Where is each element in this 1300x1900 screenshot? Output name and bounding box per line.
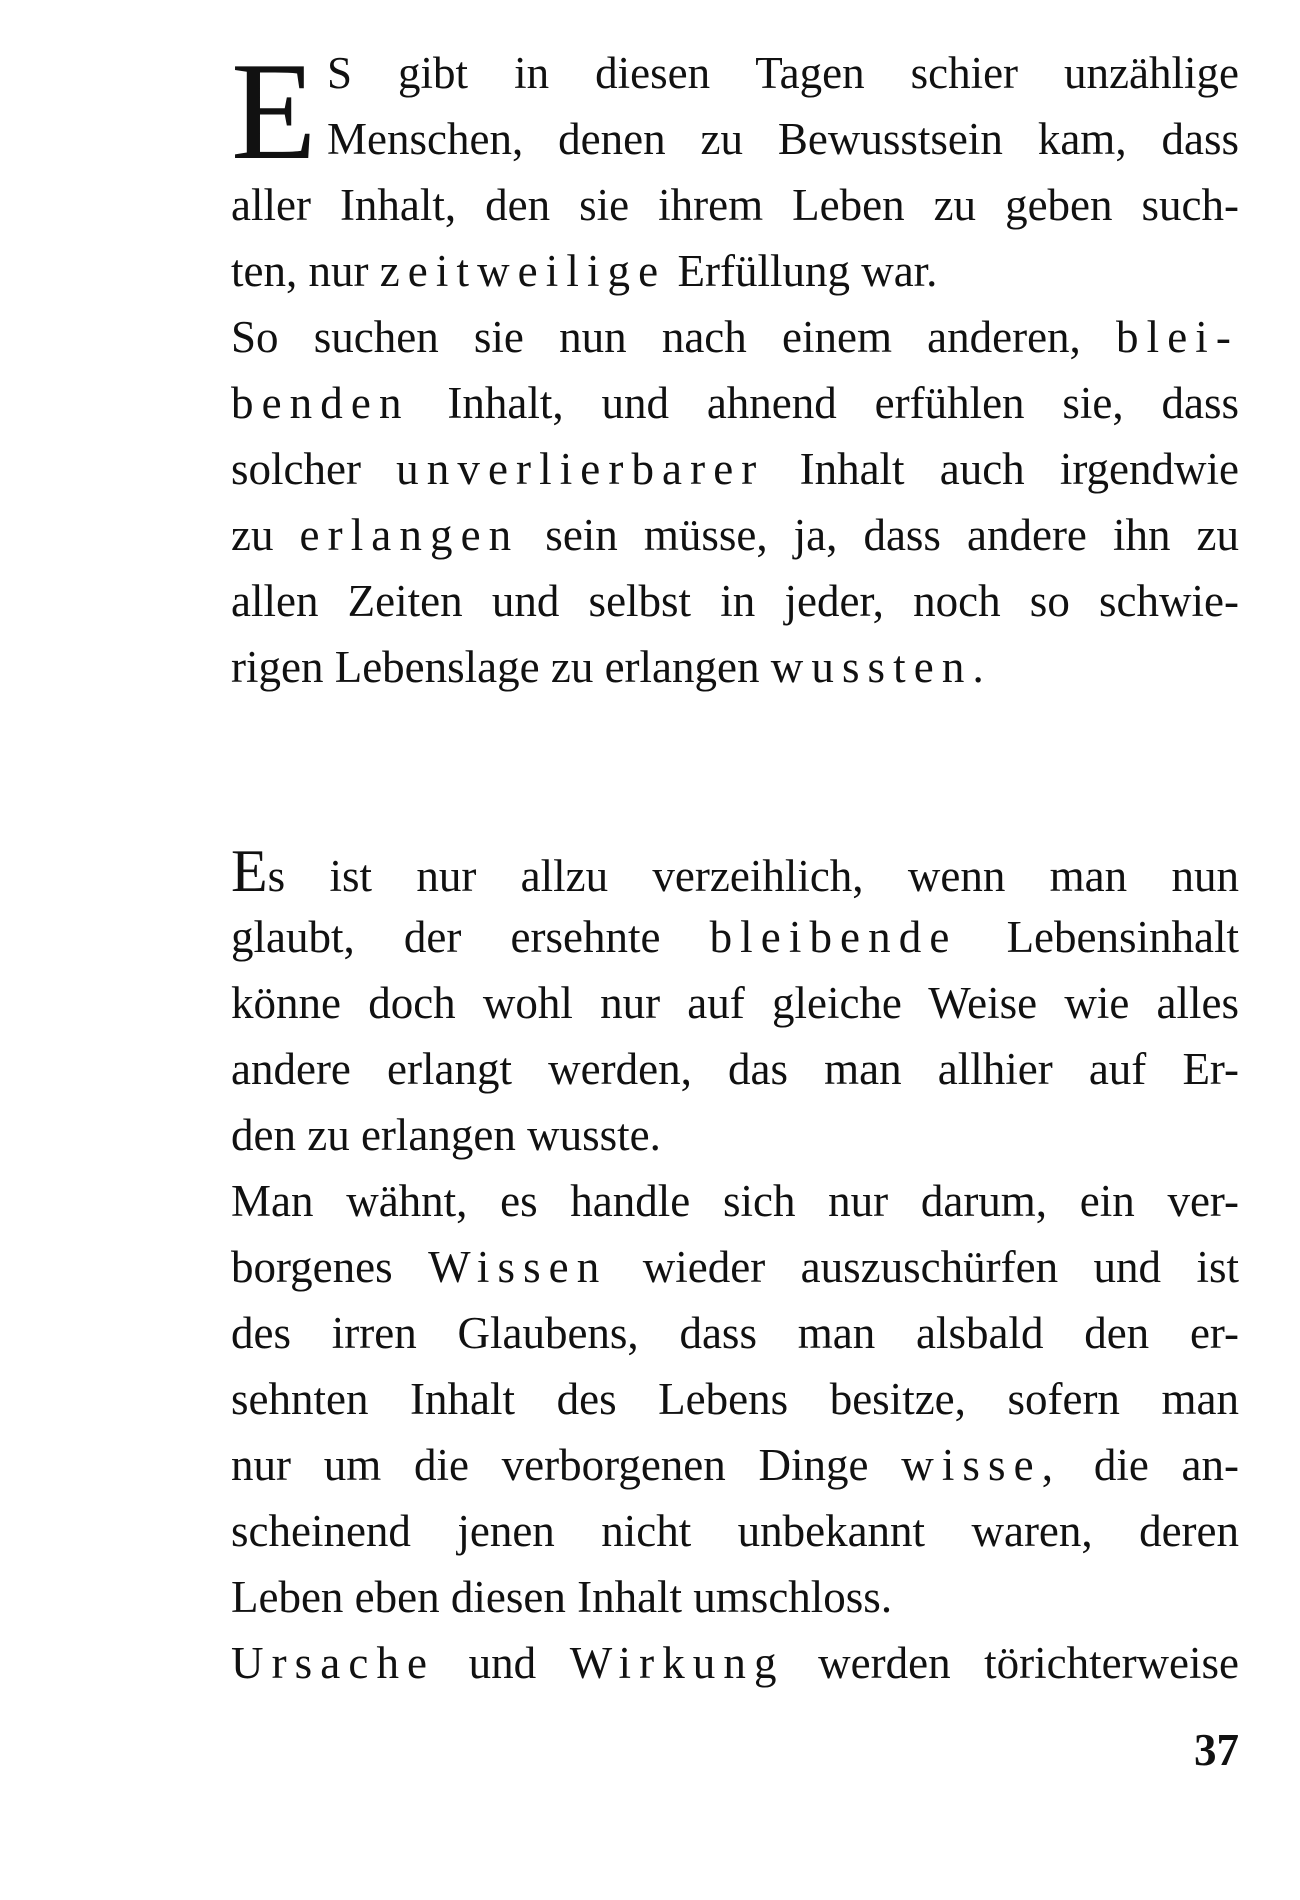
paragraph-2-line-9 [231,1366,1239,1432]
spaced-emphasis: zeitweilige [379,246,667,296]
paragraph-1-line-10 [231,634,1239,700]
line-text: Man wähnt, es handle sich nur darum, ein ver- [231,1176,1239,1226]
spaced-emphasis: bleibende [709,912,958,962]
paragraph-2-line-10 [231,1432,1239,1498]
line-text: s ist nur allzu verzeihlich, wenn man nun [267,851,1239,901]
line-text: rigen Lebenslage zu erlangen [231,642,771,692]
line-text: borgenes [231,1242,429,1292]
spaced-emphasis: Wirkung [569,1638,785,1688]
line-text: scheinend jenen nicht unbekannt waren, deren [231,1506,1239,1556]
paragraph-2-line-12 [231,1564,1239,1630]
line-text: Inhalt auch irgendwie [764,444,1239,494]
paragraph-1-line-6 [231,370,1239,436]
line-text: Inhalt, und ahnend erfühlen sie, dass [409,378,1239,428]
line-text: könne doch wohl nur auf gleiche Weise wie alles [231,978,1239,1028]
line-text: ten, nur [231,246,380,296]
paragraph-2-line-7 [231,1234,1239,1300]
line-text: des irren Glaubens, dass man alsbald den er- [231,1308,1239,1358]
line-text: Erfüllung war. [666,246,938,296]
paragraph-2-line-4 [231,1036,1239,1102]
paragraph-1-line-3 [231,172,1239,238]
spaced-emphasis: blei- [1116,312,1239,362]
line-text: werden törichterweise [784,1638,1240,1688]
spaced-emphasis: erlangen [299,510,520,560]
line-text: So suchen sie nun nach einem anderen, [231,312,1117,362]
spaced-emphasis: wussten. [770,642,992,692]
paragraph-1-line-1 [327,40,1239,106]
paragraph-1-line-2 [327,106,1239,172]
spaced-emphasis: wisse, [901,1440,1062,1490]
line-text: Leben eben diesen Inhalt umschloss. [231,1572,893,1622]
line-text: Lebensinhalt [957,912,1239,962]
paragraph-2-line-5 [231,1102,1239,1168]
line-text: und [435,1638,570,1688]
line-text: andere erlangt werden, das man allhier auf Er- [231,1044,1239,1094]
paragraph-2-line-6 [231,1168,1239,1234]
line-text: allen Zeiten und selbst in jeder, noch so schwie- [231,576,1239,626]
spaced-emphasis: benden [231,378,410,428]
line-text: Menschen, denen zu Bewusstsein kam, dass [327,114,1239,164]
paragraph-1-line-5 [231,304,1239,370]
spaced-emphasis: Ursache [231,1638,436,1688]
initial-letter: E [231,838,268,904]
paragraph-1-line-4 [231,238,1239,304]
line-text: den zu erlangen wusste. [231,1110,661,1160]
paragraph-2-line-2 [231,904,1239,970]
line-text: sein müsse, ja, dass andere ihn zu [519,510,1239,560]
paragraph-2-line-3 [231,970,1239,1036]
spaced-emphasis: Wissen [428,1242,608,1292]
paragraph-1-line-8 [231,502,1239,568]
line-text: S gibt in diesen Tagen schier unzählige [327,48,1239,98]
paragraph-2-line-8 [231,1300,1239,1366]
drop-cap-letter: E [231,34,317,189]
line-text: die an- [1061,1440,1240,1490]
spaced-emphasis: unverlierbarer [396,444,765,494]
line-text: sehnten Inhalt des Lebens besitze, sofern man [231,1374,1239,1424]
line-text: aller Inhalt, den sie ihrem Leben zu geben such- [231,180,1239,230]
line-text: glaubt, der ersehnte [231,912,710,962]
paragraph-1-line-9 [231,568,1239,634]
line-text: nur um die verborgenen Dinge [231,1440,902,1490]
line-text: solcher [231,444,397,494]
paragraph-2-line-1 [231,838,1239,904]
page-number: 37 [1194,1725,1239,1775]
line-text: wieder auszuschürfen und ist [607,1242,1239,1292]
line-text: zu [231,510,300,560]
paragraph-2-line-13 [231,1630,1239,1696]
paragraph-1-line-7 [231,436,1239,502]
paragraph-2-line-11 [231,1498,1239,1564]
